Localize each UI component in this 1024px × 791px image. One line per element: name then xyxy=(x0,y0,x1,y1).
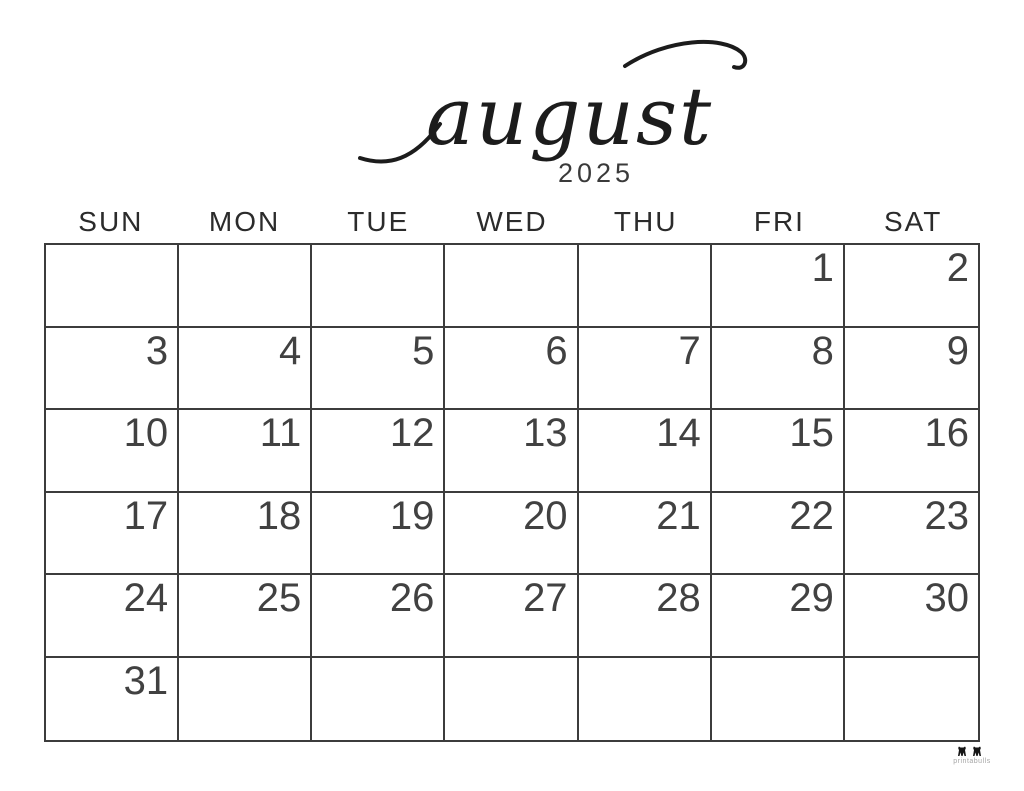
day-number: 18 xyxy=(256,493,302,538)
day-number xyxy=(445,658,576,661)
day-number: 11 xyxy=(259,411,302,455)
day-number xyxy=(179,245,310,248)
day-cell xyxy=(312,410,445,493)
day-cell xyxy=(179,410,312,493)
day-number: 29 xyxy=(789,576,834,620)
day-number xyxy=(312,245,443,248)
day-cell xyxy=(179,575,312,658)
day-number: 19 xyxy=(389,493,435,538)
day-cell xyxy=(445,328,578,411)
day-cell xyxy=(179,328,312,411)
day-cell xyxy=(445,410,578,493)
title-swash-right xyxy=(625,42,745,68)
day-cell xyxy=(712,493,845,576)
day-number xyxy=(312,658,443,661)
bulls-logo-icon xyxy=(957,744,987,757)
day-number xyxy=(579,658,710,661)
day-number: 8 xyxy=(811,328,834,373)
day-number xyxy=(845,658,978,661)
day-cell xyxy=(445,493,578,576)
day-cell xyxy=(46,245,179,328)
day-cell xyxy=(179,658,312,741)
day-number xyxy=(579,245,710,248)
day-cell xyxy=(579,245,712,328)
day-number: 12 xyxy=(389,411,435,455)
weekday-header-wed: WED xyxy=(476,206,548,237)
day-number: 14 xyxy=(656,411,701,455)
day-cell xyxy=(312,328,445,411)
weekday-header-sat: SAT xyxy=(883,206,943,237)
day-number xyxy=(445,245,576,248)
weekday-header-thu: THU xyxy=(613,206,678,237)
day-number: 20 xyxy=(523,493,568,538)
day-number: 26 xyxy=(389,576,435,620)
month-title: august xyxy=(426,70,714,163)
day-cell xyxy=(445,658,578,741)
day-number: 3 xyxy=(145,328,169,373)
day-number: 28 xyxy=(656,576,701,620)
day-number: 7 xyxy=(678,328,701,373)
day-number: 24 xyxy=(123,576,169,620)
day-cell xyxy=(312,658,445,741)
day-cell xyxy=(579,493,712,576)
day-cell xyxy=(579,658,712,741)
month-title-art xyxy=(330,12,770,197)
day-cell xyxy=(845,410,978,493)
watermark xyxy=(944,744,1000,765)
day-number: 10 xyxy=(123,411,169,455)
day-cell xyxy=(712,245,845,328)
day-cell xyxy=(712,658,845,741)
day-cell xyxy=(179,493,312,576)
month-grid xyxy=(44,243,980,742)
day-number: 2 xyxy=(946,246,969,290)
day-cell xyxy=(579,410,712,493)
day-number: 13 xyxy=(523,411,568,455)
day-cell xyxy=(46,410,179,493)
day-number: 17 xyxy=(123,493,169,538)
day-number: 16 xyxy=(924,411,969,455)
day-number xyxy=(712,658,843,661)
day-cell xyxy=(845,658,978,741)
day-cell xyxy=(46,575,179,658)
day-cell xyxy=(179,245,312,328)
day-number: 1 xyxy=(811,246,834,290)
day-cell xyxy=(445,575,578,658)
weekday-header-mon: MON xyxy=(208,206,281,237)
weekday-header-tue: TUE xyxy=(347,206,410,237)
day-number: 25 xyxy=(256,576,302,620)
day-cell xyxy=(312,245,445,328)
day-number: 5 xyxy=(412,328,435,373)
day-number: 21 xyxy=(656,493,701,538)
day-cell xyxy=(312,575,445,658)
day-cell xyxy=(712,575,845,658)
day-number: 6 xyxy=(545,328,568,373)
day-cell xyxy=(845,328,978,411)
day-number: 22 xyxy=(789,493,834,538)
day-cell xyxy=(579,328,712,411)
weekday-header-sun: SUN xyxy=(78,206,144,237)
day-cell xyxy=(845,245,978,328)
weekday-header-fri: FRI xyxy=(753,206,805,237)
day-number: 9 xyxy=(946,328,969,373)
day-cell xyxy=(712,410,845,493)
day-number: 31 xyxy=(123,658,169,703)
day-cell xyxy=(845,575,978,658)
year-label: 2025 xyxy=(558,158,635,188)
day-cell xyxy=(579,575,712,658)
day-number xyxy=(46,245,177,248)
day-number: 23 xyxy=(924,493,969,538)
day-cell xyxy=(445,245,578,328)
day-number xyxy=(179,658,310,661)
day-number: 15 xyxy=(789,411,834,455)
weekday-header-row xyxy=(44,204,980,240)
day-cell xyxy=(46,658,179,741)
day-cell xyxy=(712,328,845,411)
day-number: 27 xyxy=(523,576,568,620)
day-cell xyxy=(312,493,445,576)
watermark-brand-text: printabulls xyxy=(953,758,991,765)
day-cell xyxy=(845,493,978,576)
day-cell xyxy=(46,493,179,576)
day-cell xyxy=(46,328,179,411)
day-number: 4 xyxy=(279,328,302,373)
day-number: 30 xyxy=(924,576,969,620)
